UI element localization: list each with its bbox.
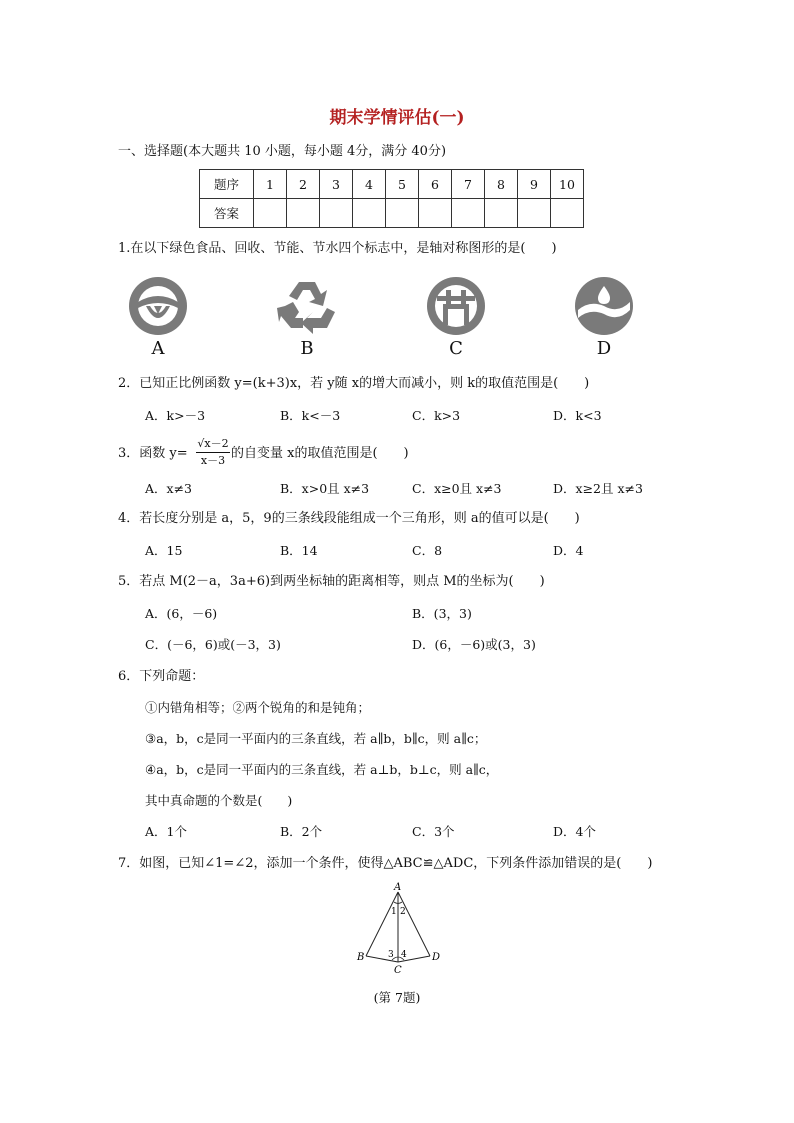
question-6-stem: 6．下列命题： [118,669,205,684]
question-2-stem: 2．已知正比例函数 y=(k+3)x，若 y随 x的增大而减小，则 k的取值范围是( ) [118,376,590,391]
option-a: A．x≠3 [145,481,193,496]
option-c: C．(－6，6)或(－3，3) [145,637,281,652]
question-1-stem: 1.在以下绿色食品、回收、节能、节水四个标志中，是轴对称图形的是( ) [118,241,557,256]
vertex-label: A [394,882,402,893]
option-b: B．14 [280,543,318,558]
fraction-numerator: √x－2 [196,436,230,453]
option-c: C．x≥0且 x≠3 [412,481,502,496]
fraction-denominator: x－3 [200,454,226,467]
question-4-stem: 4．若长度分别是 a，5，9的三条线段能组成一个三角形，则 a的值可以是( ) [118,511,580,526]
answer-cell[interactable] [485,199,518,228]
option-b: B．k<－3 [280,408,341,423]
triangle-figure [354,880,444,974]
question-3-prefix: 3．函数 y= [118,446,188,461]
green-food-logo-icon [128,276,188,336]
vertex-label: C [394,965,402,974]
option-c: C．3个 [412,824,455,839]
answer-cell[interactable] [254,199,287,228]
table-number-cell: 3 [320,170,353,199]
angle-label: 2 [400,907,406,917]
table-number-cell: 7 [452,170,485,199]
question-7-stem: 7．如图，已知∠1=∠2，添加一个条件，使得△ABC≌△ADC，下列条件添加错误的是( ) [118,856,653,871]
option-b: B．2个 [280,824,323,839]
option-a: A．1个 [145,824,187,839]
answer-cell[interactable] [551,199,584,228]
answer-cell[interactable] [386,199,419,228]
section-heading: 一、选择题(本大题共 10 小题，每小题 4分，满分 40分) [118,144,447,159]
table-number-cell: 6 [419,170,452,199]
table-number-cell: 5 [386,170,419,199]
recycle-logo-icon [277,276,337,336]
answer-cell[interactable] [353,199,386,228]
water-saving-logo-icon [574,276,634,336]
option-label: C [449,338,463,359]
option-b: B．(3，3) [412,606,472,621]
proposition-line: ③a，b，c是同一平面内的三条直线，若 a∥b，b∥c，则 a∥c； [145,731,487,746]
table-number-cell: 2 [287,170,320,199]
proposition-line: ④a，b，c是同一平面内的三条直线，若 a⊥b，b⊥c，则 a∥c， [145,762,499,777]
proposition-line: ①内错角相等；②两个锐角的和是钝角； [145,700,371,715]
vertex-label: D [432,952,441,963]
option-d: D．4 [553,543,584,558]
angle-label: 1 [391,907,397,917]
table-number-cell: 9 [518,170,551,199]
figure-caption: (第 7题) [373,990,421,1005]
angle-label: 4 [401,950,407,960]
option-a: A．15 [145,543,183,558]
answer-cell[interactable] [518,199,551,228]
angle-label: 3 [388,950,394,960]
table-row [200,170,584,199]
vertex-label: B [357,952,365,963]
option-b: B．x>0且 x≠3 [280,481,370,496]
option-d: D．4个 [553,824,596,839]
option-label: A [151,338,165,359]
energy-saving-logo-icon [426,276,486,336]
table-number-cell: 4 [353,170,386,199]
answer-cell[interactable] [419,199,452,228]
option-d: D．(6，－6)或(3，3) [412,637,536,652]
table-header-cell: 答案 [200,199,254,228]
option-c: C．8 [412,543,443,558]
option-d: D．x≥2且 x≠3 [553,481,643,496]
option-a: A．(6，－6) [145,606,218,621]
page-title: 期末学情评估(一) [329,108,465,128]
question-3-suffix: 的自变量 x的取值范围是( ) [231,446,409,461]
option-c: C．k>3 [412,408,461,423]
option-a: A．k>－3 [145,408,206,423]
answer-cell[interactable] [320,199,353,228]
answer-cell[interactable] [287,199,320,228]
question-5-stem: 5．若点 M(2－a，3a+6)到两坐标轴的距离相等，则点 M的坐标为( ) [118,574,545,589]
option-label: D [596,338,612,359]
table-number-cell: 1 [254,170,287,199]
table-header-cell: 题序 [200,170,254,199]
option-label: B [300,338,314,359]
proposition-line: 其中真命题的个数是( ) [145,793,293,808]
table-number-cell: 10 [551,170,584,199]
option-d: D．k<3 [553,408,602,423]
table-row [200,199,584,228]
answer-table [199,169,584,228]
answer-cell[interactable] [452,199,485,228]
table-number-cell: 8 [485,170,518,199]
